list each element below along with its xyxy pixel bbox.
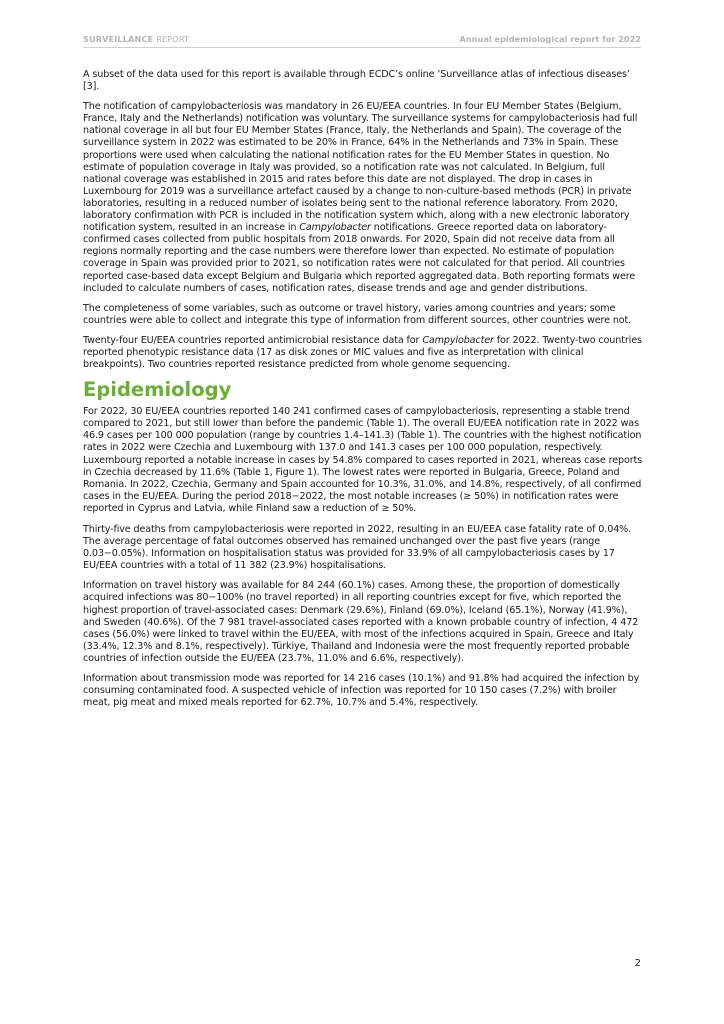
notification-italic-campylobacter: Campylobacter	[299, 222, 371, 234]
amr-text-2: for 2022. Twenty-two countries reported phenotypic resistance data (17 as disk zones or MIC values and five as interpretation with clinical breakpoints). Two countries reported resistance predicted from whole genome sequencing.	[83, 334, 642, 371]
notification-text-1: The notification of campylobacteriosis was mandatory in 26 EU/EEA countries. In four EU Member States (Belgium, France, Italy and the Netherlands) notification was voluntary. The surveillance systems for campylobacteriosis had full national coverage in all but four EU Member States (France, Italy, the Netherlands and Spain). The coverage of the surveillance system in 2022 was estimated to be 20% in France, 64% in the Netherlands and 73% in Spain. These proportions were used when calculating the national notification rates for the EU Member States in question. No estimate of population coverage in Italy was provided, so a notification rate was not calculated. In Belgium, full national coverage was established in 2015 and rates before this date are not displayed. The drop in cases in Luxembourg for 2019 was a surveillance artefact caused by a change to non-culture-based methods (PCR) in private laboratories, resulting in a reduced number of isolates being sent to the national reference laboratory. From 2020, laboratory confirmation with PCR is included in the notification system which, along with a new electronic laboratory notification system, resulted in an increase in	[83, 101, 638, 234]
notification-text-2: notifications. Greece reported data on laboratory-confirmed cases collected from public hospitals from 2018 onwards. For 2020, Spain did not receive data from all regions normally reporting and the case numbers were therefore lower than expected. No estimate of population coverage in Spain was provided prior to 2021, so notification rates were not calculated for that period. All countries reported case-based data except Belgium and Bulgaria which reported aggregated data. Both reporting formats were included to calculate numbers of cases, notification rates, disease trends and age and gender distributions.	[83, 222, 636, 294]
report-type-bold: SURVEILLANCE	[83, 34, 154, 44]
section-heading-epidemiology: Epidemiology	[83, 378, 232, 402]
page-content	[83, 69, 643, 717]
paragraph-notification	[83, 101, 643, 295]
paragraph-atlas: A subset of the data used for this report is available through ECDC’s online ‘Surveillance atlas of infectious diseases’ [3].	[83, 69, 630, 93]
paragraph-epi-cases: For 2022, 30 EU/EEA countries reported 140 241 confirmed cases of campylobacteriosis, representing a stable trend compared to 2021, but still lower than before the pandemic (Table 1). The overall EU/EEA notification rate in 2022 was 46.9 cases per 100 000 population (range by countries 1.4–141.3) (Table 1). The countries with the highest notification rates in 2022 were Czechia and Luxembourg with 137.0 and 141.3 cases per 100 000 population, respectively. Luxembourg reported a notable increase in cases by 54.8% compared to cases reported in 2021, whereas case reports in Czechia decreased by 11.6% (Table 1, Figure 1). The lowest rates were reported in Bulgaria, Greece, Poland and Romania. In 2022, Czechia, Germany and Spain accounted for 10.3%, 31.0%, and 14.8%, respectively, of all confirmed cases in the EU/EEA. During the period 2018−2022, the most notable increases (≥ 50%) in notification rates were reported in Cyprus and Latvia, while Finland saw a reduction of ≥ 50%.	[83, 406, 643, 514]
paragraph-epi-transmission: Information about transmission mode was reported for 14 216 cases (10.1%) and 91.8% had acquired the infection by consuming contaminated food. A suspected vehicle of infection was reported for 10 150 cases (7.2%) with broiler meat, pig meat and mixed meals reported for 62.7%, 10.7% and 5.4%, respectively.	[83, 673, 640, 709]
paragraph-completeness: The completeness of some variables, such as outcome or travel history, varies among countries and years; some countries were able to collect and integrate this type of information from different sources, other countries were not.	[83, 302, 632, 326]
page-header	[83, 34, 641, 48]
amr-text-1: Twenty-four EU/EEA countries reported antimicrobial resistance data for	[83, 334, 423, 346]
amr-italic-campylobacter: Campylobacter	[422, 334, 494, 346]
report-type-light: REPORT	[156, 34, 190, 44]
paragraph-epi-deaths: Thirty-five deaths from campylobacteriosis were reported in 2022, resulting in an EU/EEA case fatality rate of 0.04%. The average percentage of fatal outcomes observed has remained unchanged over the past five years (range 0.03−0.05%). Information on hospitalisation status was provided for 33.9% of all campylobacteriosis cases by 17 EU/EEA countries with a total of 11 382 (23.9%) hospitalisations.	[83, 524, 632, 572]
paragraph-amr	[83, 335, 643, 371]
paragraph-epi-travel: Information on travel history was available for 84 244 (60.1%) cases. Among these, the proportion of domestically acquired infections was 80−100% (no travel reported) in all reporting countries except for five, which reported the highest proportion of travel-associated cases: Denmark (29.6%), Finland (69.0%), Iceland (65.1%), Norway (41.9%), and Sweden (40.6%). Of the 7 981 travel-associated cases reported with a known probable country of infection, 4 472 cases (56.0%) were linked to travel within the EU/EEA, with most of the infections acquired in Spain, Greece and Italy (33.4%, 12.3% and 8.1%, respectively). Türkiye, Thailand and Indonesia were the most frequently reported probable countries of infection outside the EU/EEA (23.7%, 11.0% and 6.6%, respectively).	[83, 580, 639, 664]
report-type-label	[83, 34, 189, 44]
report-title: Annual epidemiological report for 2022	[459, 34, 641, 44]
page-number: 2	[634, 958, 641, 969]
